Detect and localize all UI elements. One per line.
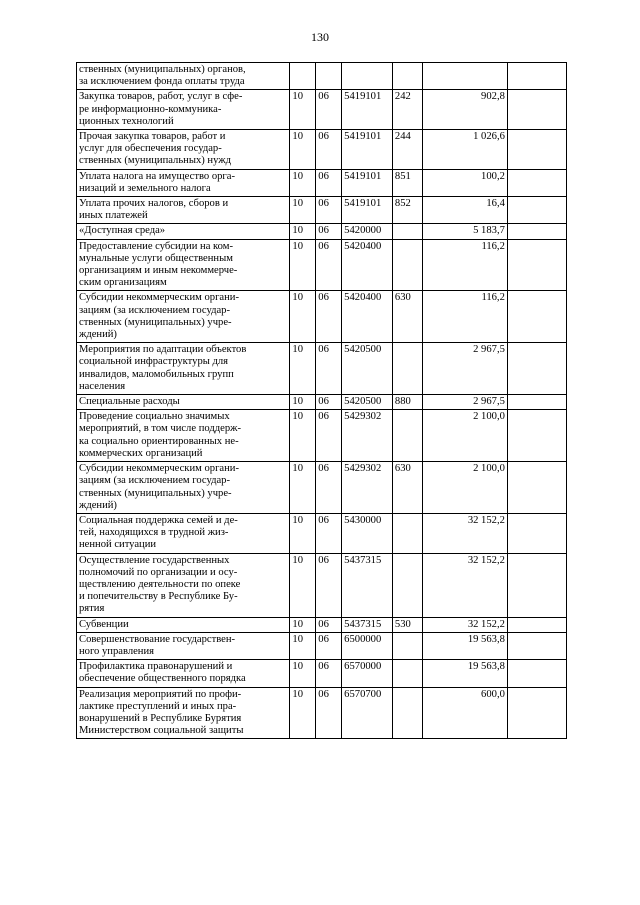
name-line: ка социально ориентированных не- (79, 435, 239, 447)
cell-expense-type: 530 (392, 617, 422, 632)
name-line: «Доступная среда» (79, 225, 166, 237)
cell-empty (507, 395, 566, 410)
name-line: Специальные расходы (79, 396, 180, 408)
cell-subsection: 06 (316, 224, 342, 239)
name-line: Уплата прочих налогов, сборов и (79, 198, 229, 210)
cell-target-article: 5420500 (342, 343, 393, 395)
name-line: услуг для обеспечения государ- (79, 143, 222, 155)
cell-subsection: 06 (316, 395, 342, 410)
cell-subsection: 06 (316, 291, 342, 343)
name-line: зациям (за исключением государ- (79, 304, 231, 316)
cell-target-article: 5419101 (342, 197, 393, 224)
name-line: Уплата налога на имущество орга- (79, 170, 235, 182)
cell-section: 10 (290, 632, 316, 659)
name-line: Совершенствование государствен- (79, 633, 236, 645)
cell-name (77, 169, 290, 196)
cell-target-article: 6570000 (342, 660, 393, 687)
name-line: мунальные услуги общественным (79, 252, 233, 264)
name-line: вонарушений в Республике Бурятия (79, 712, 242, 724)
cell-subsection: 06 (316, 90, 342, 130)
cell-empty (507, 553, 566, 617)
cell-name (77, 63, 290, 90)
cell-name (77, 239, 290, 291)
name-line: Проведение социально значимых (79, 411, 230, 423)
cell-expense-type (392, 660, 422, 687)
cell-amount: 5 183,7 (422, 224, 507, 239)
name-line: Субсидии некоммерческим органи- (79, 463, 239, 475)
cell-subsection: 06 (316, 660, 342, 687)
cell-amount: 2 100,0 (422, 410, 507, 462)
name-line: коммерческих организаций (79, 447, 203, 459)
cell-section: 10 (290, 687, 316, 739)
cell-expense-type: 851 (392, 169, 422, 196)
table-row (77, 224, 567, 239)
cell-section: 10 (290, 197, 316, 224)
cell-expense-type (392, 63, 422, 90)
cell-subsection: 06 (316, 169, 342, 196)
cell-empty (507, 224, 566, 239)
table-row (77, 410, 567, 462)
cell-name (77, 395, 290, 410)
cell-section: 10 (290, 343, 316, 395)
cell-section: 10 (290, 410, 316, 462)
cell-expense-type: 630 (392, 291, 422, 343)
cell-amount: 1 026,6 (422, 130, 507, 170)
cell-subsection: 06 (316, 410, 342, 462)
cell-subsection: 06 (316, 239, 342, 291)
cell-name (77, 632, 290, 659)
name-line: ственных (муниципальных) учре- (79, 316, 232, 328)
name-line: ственных (муниципальных) учре- (79, 487, 232, 499)
table-row (77, 63, 567, 90)
cell-empty (507, 632, 566, 659)
cell-name (77, 291, 290, 343)
cell-amount: 116,2 (422, 239, 507, 291)
table-row (77, 291, 567, 343)
cell-empty (507, 90, 566, 130)
name-line: социальной инфраструктуры для (79, 356, 229, 368)
name-line: ждений) (79, 499, 117, 511)
name-line: Социальная поддержка семей и де- (79, 514, 238, 526)
cell-target-article: 6570700 (342, 687, 393, 739)
cell-target-article: 5419101 (342, 130, 393, 170)
name-line: Прочая закупка товаров, работ и (79, 131, 226, 143)
cell-target-article: 5420400 (342, 291, 393, 343)
cell-target-article: 5419101 (342, 90, 393, 130)
cell-amount: 32 152,2 (422, 553, 507, 617)
name-line: тей, находящихся в трудной жиз- (79, 527, 229, 539)
cell-section: 10 (290, 395, 316, 410)
table-row (77, 687, 567, 739)
cell-expense-type (392, 632, 422, 659)
cell-target-article: 5429302 (342, 410, 393, 462)
table-row (77, 632, 567, 659)
cell-section: 10 (290, 513, 316, 553)
name-line: Субсидии некоммерческим органи- (79, 292, 239, 304)
cell-empty (507, 63, 566, 90)
cell-subsection: 06 (316, 687, 342, 739)
name-line: Закупка товаров, работ, услуг в сфе- (79, 91, 243, 103)
budget-table (76, 62, 567, 739)
cell-target-article: 5419101 (342, 169, 393, 196)
cell-section: 10 (290, 660, 316, 687)
table-row (77, 90, 567, 130)
name-line: Мероприятия по адаптации объектов (79, 344, 247, 356)
cell-section (290, 63, 316, 90)
name-line: ненной ситуации (79, 539, 157, 551)
name-line: инвалидов, маломобильных групп (79, 368, 234, 380)
name-line: мероприятий, в том числе поддерж- (79, 423, 241, 435)
cell-section: 10 (290, 224, 316, 239)
table-row (77, 239, 567, 291)
cell-subsection: 06 (316, 617, 342, 632)
cell-empty (507, 462, 566, 514)
cell-subsection: 06 (316, 462, 342, 514)
cell-subsection: 06 (316, 632, 342, 659)
cell-amount: 2 967,5 (422, 395, 507, 410)
name-line: Реализация мероприятий по профи- (79, 688, 242, 700)
table-row (77, 462, 567, 514)
table-row (77, 130, 567, 170)
name-line: ществлению деятельности по опеке (79, 578, 241, 590)
name-line: Субвенции (79, 618, 129, 630)
name-line: за исключением фонда оплаты труда (79, 76, 245, 88)
cell-amount: 100,2 (422, 169, 507, 196)
cell-amount: 19 563,8 (422, 632, 507, 659)
cell-empty (507, 617, 566, 632)
page-number: 130 (311, 30, 329, 44)
name-line: Осуществление государственных (79, 554, 230, 566)
name-line: обеспечение общественного порядка (79, 673, 246, 685)
cell-amount: 2 967,5 (422, 343, 507, 395)
table-row (77, 169, 567, 196)
cell-empty (507, 239, 566, 291)
cell-empty (507, 197, 566, 224)
cell-subsection: 06 (316, 197, 342, 224)
cell-name (77, 617, 290, 632)
cell-amount: 32 152,2 (422, 513, 507, 553)
cell-empty (507, 410, 566, 462)
cell-target-article: 5420500 (342, 395, 393, 410)
cell-expense-type (392, 343, 422, 395)
cell-amount: 116,2 (422, 291, 507, 343)
cell-name (77, 553, 290, 617)
cell-section: 10 (290, 462, 316, 514)
cell-name (77, 343, 290, 395)
cell-name (77, 197, 290, 224)
cell-target-article (342, 63, 393, 90)
cell-section: 10 (290, 617, 316, 632)
table-row (77, 513, 567, 553)
cell-empty (507, 513, 566, 553)
cell-amount: 902,8 (422, 90, 507, 130)
cell-amount (422, 63, 507, 90)
name-line: низаций и земельного налога (79, 182, 211, 194)
cell-expense-type (392, 410, 422, 462)
budget-table-body (77, 63, 567, 739)
cell-subsection: 06 (316, 130, 342, 170)
name-line: ственных (муниципальных) органов, (79, 64, 246, 75)
cell-name (77, 130, 290, 170)
cell-amount: 19 563,8 (422, 660, 507, 687)
cell-target-article: 5437315 (342, 553, 393, 617)
name-line: ждений) (79, 329, 117, 341)
cell-expense-type: 242 (392, 90, 422, 130)
cell-expense-type (392, 239, 422, 291)
table-row (77, 617, 567, 632)
cell-target-article: 5437315 (342, 617, 393, 632)
table-row (77, 395, 567, 410)
cell-subsection: 06 (316, 553, 342, 617)
cell-name (77, 687, 290, 739)
name-line: организациям и иным некоммерче- (79, 265, 238, 277)
name-line: населения (79, 380, 126, 392)
name-line: ре информационно-коммуника- (79, 103, 222, 115)
cell-empty (507, 291, 566, 343)
cell-expense-type (392, 224, 422, 239)
cell-section: 10 (290, 239, 316, 291)
cell-empty (507, 130, 566, 170)
name-line: полномочий по организации и осу- (79, 566, 238, 578)
table-row (77, 197, 567, 224)
name-line: иных платежей (79, 210, 148, 222)
cell-empty (507, 169, 566, 196)
cell-name (77, 660, 290, 687)
cell-name (77, 462, 290, 514)
name-line: ским организациям (79, 277, 167, 289)
cell-section: 10 (290, 553, 316, 617)
cell-expense-type (392, 553, 422, 617)
cell-expense-type (392, 513, 422, 553)
cell-amount: 16,4 (422, 197, 507, 224)
cell-empty (507, 687, 566, 739)
cell-amount: 600,0 (422, 687, 507, 739)
name-line: Профилактика правонарушений и (79, 661, 233, 673)
cell-section: 10 (290, 90, 316, 130)
cell-amount: 32 152,2 (422, 617, 507, 632)
cell-name (77, 224, 290, 239)
table-row (77, 343, 567, 395)
table-row (77, 660, 567, 687)
cell-empty (507, 660, 566, 687)
table-row (77, 553, 567, 617)
cell-target-article: 5420400 (342, 239, 393, 291)
cell-expense-type (392, 687, 422, 739)
cell-subsection: 06 (316, 513, 342, 553)
cell-name (77, 410, 290, 462)
cell-name (77, 513, 290, 553)
name-line: ственных (муниципальных) нужд (79, 155, 231, 167)
cell-target-article: 5429302 (342, 462, 393, 514)
cell-expense-type: 880 (392, 395, 422, 410)
name-line: зациям (за исключением государ- (79, 475, 231, 487)
cell-amount: 2 100,0 (422, 462, 507, 514)
cell-expense-type: 244 (392, 130, 422, 170)
cell-subsection (316, 63, 342, 90)
cell-expense-type: 630 (392, 462, 422, 514)
cell-target-article: 5420000 (342, 224, 393, 239)
cell-subsection: 06 (316, 343, 342, 395)
name-line: Предоставление субсидии на ком- (79, 240, 233, 252)
cell-section: 10 (290, 169, 316, 196)
name-line: ционных технологий (79, 115, 174, 127)
cell-expense-type: 852 (392, 197, 422, 224)
cell-name (77, 90, 290, 130)
cell-target-article: 6500000 (342, 632, 393, 659)
name-line: рятия (79, 603, 105, 615)
name-line: Министерством социальной защиты (79, 725, 244, 737)
cell-section: 10 (290, 130, 316, 170)
cell-empty (507, 343, 566, 395)
cell-target-article: 5430000 (342, 513, 393, 553)
name-line: ного управления (79, 645, 155, 657)
cell-section: 10 (290, 291, 316, 343)
name-line: лактике преступлений и иных пра- (79, 700, 237, 712)
name-line: и попечительству в Республике Бу- (79, 591, 238, 603)
